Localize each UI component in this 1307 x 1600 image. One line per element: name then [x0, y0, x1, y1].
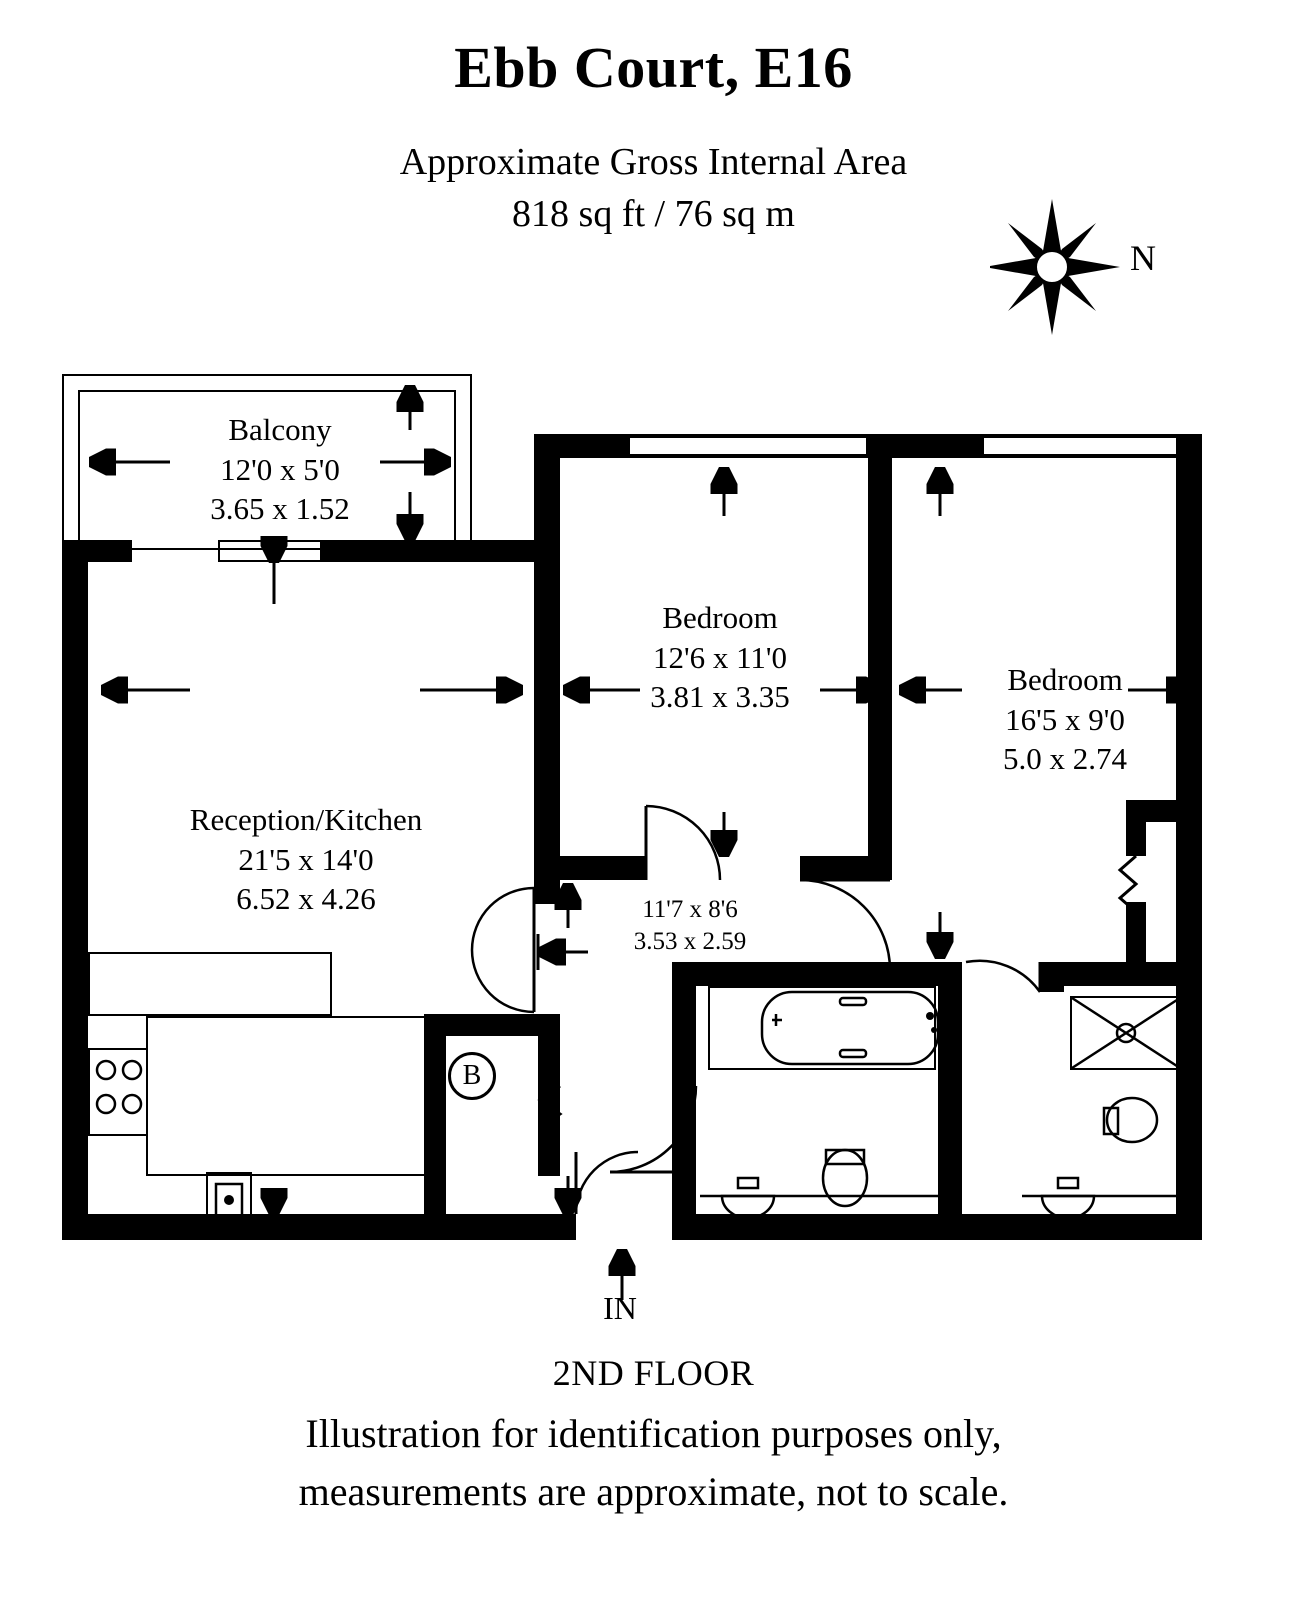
interior-wall-between-bedrooms — [868, 434, 892, 880]
wc-bowl-ensuite — [1107, 1098, 1157, 1142]
kitchen-counter-run — [146, 1016, 432, 1176]
interior-wall-hall-right — [672, 962, 696, 1240]
room-label-bedroom-2 — [940, 660, 1190, 779]
balcony-dims-imperial: 12'0 x 5'0 — [220, 451, 340, 487]
basin-tap-bathroom — [738, 1178, 758, 1188]
sink-unit — [206, 1172, 252, 1226]
door-swing-entrance — [576, 1152, 638, 1214]
boiler-marker: B — [448, 1052, 496, 1100]
wc-cistern-ensuite — [1104, 1108, 1118, 1134]
wc-bowl-bathroom — [823, 1150, 867, 1206]
bedroom2-dims-imperial: 16'5 x 9'0 — [1005, 701, 1125, 737]
door-swing-reception-1 — [472, 888, 534, 950]
exterior-wall-right — [1176, 434, 1202, 1240]
interior-wall-bedroom2-closet2 — [1126, 902, 1146, 964]
interior-wall-ensuite-top — [1040, 962, 1202, 986]
interior-wall-bath-right — [938, 962, 962, 1240]
bedroom1-window-frame — [628, 436, 868, 456]
wc-cistern-bathroom — [826, 1150, 864, 1164]
cupboard-wall-right — [538, 1014, 560, 1176]
disclaimer-line-2: measurements are approximate, not to scale. — [298, 1469, 1009, 1514]
bedroom2-window-frame — [982, 436, 1178, 456]
interior-wall-reception-right — [534, 434, 560, 904]
bedroom1-dims-imperial: 12'6 x 11'0 — [652, 639, 788, 675]
bedroom2-name: Bedroom — [1007, 662, 1123, 697]
exterior-wall-left — [62, 540, 88, 1240]
reception-dims-imperial: 21'5 x 14'0 — [238, 841, 374, 877]
interior-wall-ensuite-left — [1040, 962, 1064, 992]
gross-area-caption: Approximate Gross Internal Area — [399, 141, 908, 183]
interior-wall-bedroom2-closet — [1126, 800, 1146, 856]
entrance-label: IN — [603, 1290, 637, 1326]
reception-dims-metric: 6.52 x 4.26 — [236, 881, 376, 917]
exterior-wall-top-mid — [414, 540, 534, 562]
door-swing-reception-2 — [472, 950, 534, 1012]
bedroom2-dims-metric: 5.0 x 2.74 — [1003, 741, 1127, 777]
gross-area-value: 818 sq ft / 76 sq m — [512, 193, 795, 235]
room-label-hall — [590, 894, 790, 958]
interior-wall-bedroom1-bottom — [534, 856, 646, 880]
floor-label: 2ND FLOOR — [552, 1353, 755, 1393]
interior-wall-bedroom1-bottom2 — [800, 856, 892, 880]
bedroom1-name: Bedroom — [662, 600, 778, 635]
bathtub-outline — [708, 986, 936, 1070]
shower-tray-outline — [1070, 996, 1182, 1070]
kitchen-counter-upper — [88, 952, 332, 1016]
balcony-dims-metric: 3.65 x 1.52 — [210, 491, 350, 527]
basin-tap-ensuite — [1058, 1178, 1078, 1188]
hall-dims-metric: 3.53 x 2.59 — [633, 928, 747, 955]
disclaimer-line-1: Illustration for identification purposes only, — [305, 1411, 1002, 1456]
compass-north-label: N — [1130, 238, 1156, 278]
bedroom1-dims-metric: 3.81 x 3.35 — [650, 679, 790, 715]
page-title: Ebb Court, E16 — [454, 35, 853, 100]
door-swing-bedroom2 — [800, 880, 890, 970]
room-label-bedroom-1 — [600, 598, 840, 717]
reception-name: Reception/Kitchen — [189, 802, 423, 837]
door-swing-bedroom1 — [646, 806, 720, 880]
entrance-door-gap — [576, 1214, 672, 1240]
exterior-wall-top-left — [62, 540, 132, 562]
hall-dims-imperial: 11'7 x 8'6 — [642, 896, 738, 923]
interior-wall-bath-top — [672, 962, 962, 986]
balcony-door-frame — [218, 540, 324, 562]
room-label-reception-kitchen — [146, 800, 466, 919]
room-label-balcony — [160, 410, 400, 529]
balcony-name: Balcony — [228, 412, 332, 447]
hob-unit — [88, 1048, 148, 1136]
door-swing-ensuite — [966, 961, 1040, 992]
